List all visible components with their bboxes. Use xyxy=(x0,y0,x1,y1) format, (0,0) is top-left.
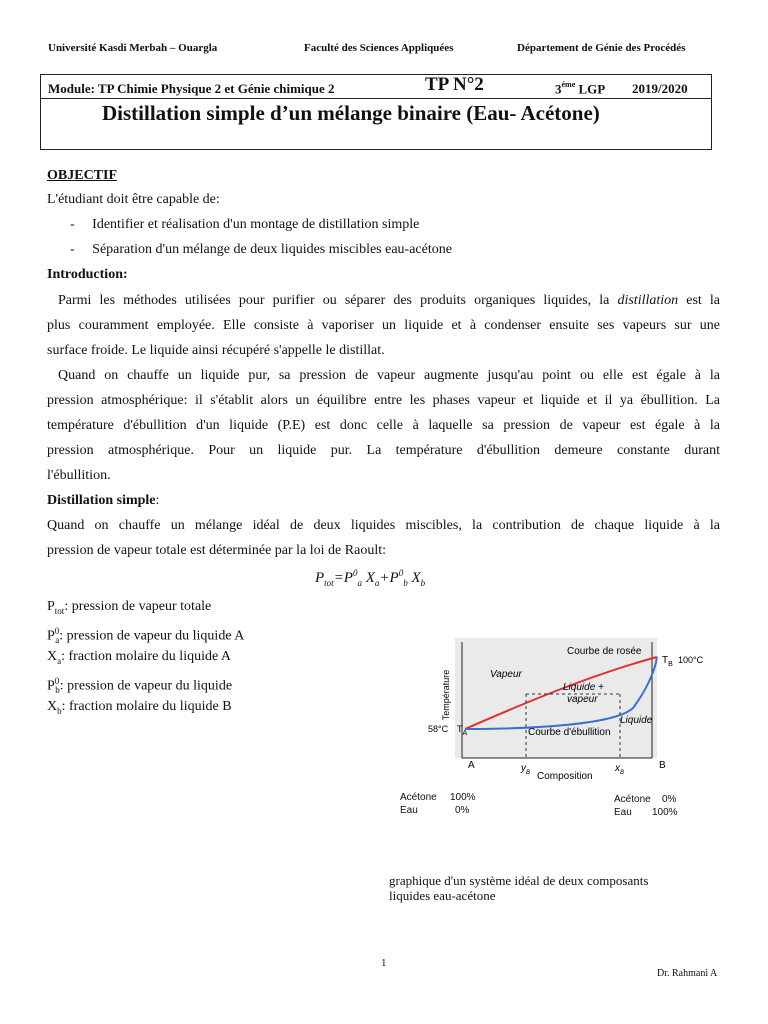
definition-p0b: $P^0_b$: pression de vapeur du liquide xyxy=(47,676,233,696)
mixed-region-label-1: Liquide + xyxy=(563,682,604,693)
tp-number: TP N°2 xyxy=(425,74,484,95)
x-axis-label: Composition xyxy=(537,771,593,782)
module-label: Module: TP Chimie Physique 2 et Génie chimique 2 xyxy=(48,81,335,96)
level-label: $3^{éme}$ LGP xyxy=(555,80,606,97)
vapour-region-label: Vapeur xyxy=(490,669,522,680)
legend-right: Acétone 0% Eau 100% xyxy=(614,794,678,818)
header-university: Université Kasdi Merbah – Ouargla xyxy=(48,42,218,54)
author: Dr. Rahmani A xyxy=(657,968,718,979)
objective-heading: OBJECTIF xyxy=(47,168,118,183)
axis-label-b: B xyxy=(659,760,666,771)
mixed-region-label-2: vapeur xyxy=(567,694,598,705)
intro-paragraph-2-line-3: température d'ébullition d'un liquide (P.E) est donc celle à laquelle sa pression de vapeur est égale à la xyxy=(47,418,720,433)
intro-paragraph-1-line-3: surface froide. Le liquide ainsi récupéré s'appelle le distillat. xyxy=(47,343,385,358)
definition-xb: $X_b$: fraction molaire du liquide B xyxy=(47,699,232,716)
tb-label: $T_B$ xyxy=(662,655,673,668)
distillation-line-2: pression de vapeur totale est déterminée par la loi de Raoult: xyxy=(47,543,386,558)
boiling-curve-label: Courbe d'ébullition xyxy=(528,727,611,738)
legend-left: Acétone 100% Eau 0% xyxy=(400,792,476,816)
intro-paragraph-2-line-1: Quand on chauffe un liquide pur, sa pression de vapeur augmente jusqu'au point ou elle est égale à la xyxy=(58,368,720,383)
header-department: Département de Génie des Procédés xyxy=(517,42,686,54)
title-box xyxy=(40,74,712,150)
figure-caption: graphique d'un système idéal de deux composants liquides eau-acétone xyxy=(389,873,649,903)
intro-paragraph-1-line-1: Parmi les méthodes utilisées pour purifier ou séparer des produits organiques liquides, la distillation est la xyxy=(58,293,720,308)
definition-ptot: $P_{tot}$: pression de vapeur totale xyxy=(47,599,212,616)
objective-item-2: - Séparation d'un mélange de deux liquides miscibles eau-acétone xyxy=(70,242,452,257)
intro-paragraph-2-line-5: l'ébullition. xyxy=(47,468,111,483)
academic-year: 2019/2020 xyxy=(632,81,688,96)
document-title: Distillation simple d’un mélange binaire (Eau- Acétone) xyxy=(102,101,600,125)
distillation-line-1: Quand on chauffe un mélange idéal de deux liquides miscibles, la contribution de chaque liquide à la xyxy=(47,518,720,533)
page-number: 1 xyxy=(381,957,387,969)
intro-paragraph-2-line-4: pression atmosphérique. Pour un liquide pur. La température d'ébullition demeure constante durant xyxy=(47,443,720,458)
ta-label: $T_A$ xyxy=(457,724,468,737)
intro-paragraph-1-line-2: plus couramment employée. Elle consiste à vaporiser un liquide et à condenser ensuite ses vapeurs sur une xyxy=(47,318,720,333)
introduction-heading: Introduction: xyxy=(47,267,128,282)
dew-curve-label: Courbe de rosée xyxy=(567,646,642,657)
intro-paragraph-2-line-2: pression atmosphérique: il s'établit alors un équilibre entre les phases vapeur et liquide et il ya ébullition. La xyxy=(47,393,720,408)
objective-intro: L'étudiant doit être capable de: xyxy=(47,192,220,207)
title-box-top-row xyxy=(41,75,711,99)
axis-label-a: A xyxy=(468,760,475,771)
definition-xa: $X_a$: fraction molaire du liquide A xyxy=(47,649,232,666)
y-axis-label: Température xyxy=(441,669,451,721)
definition-p0a: $P^0_a$: pression de vapeur du liquide A xyxy=(47,626,245,646)
xb-label: $x_B$ xyxy=(615,763,625,776)
yb-label: $y_B$ xyxy=(521,763,531,776)
liquid-region-label: Liquide xyxy=(620,715,653,726)
temp-low-label: 58°C xyxy=(428,724,449,734)
temp-high-label: 100°C xyxy=(678,655,704,665)
header-faculty: Faculté des Sciences Appliquées xyxy=(304,42,454,54)
objective-item-1: - Identifier et réalisation d'un montage de distillation simple xyxy=(70,217,420,232)
distillation-heading: Distillation simple: xyxy=(47,493,160,508)
raoult-formula: $P_{tot}=P^0_a$ $X_a+P^0_b$ $X_b$ xyxy=(315,568,426,588)
